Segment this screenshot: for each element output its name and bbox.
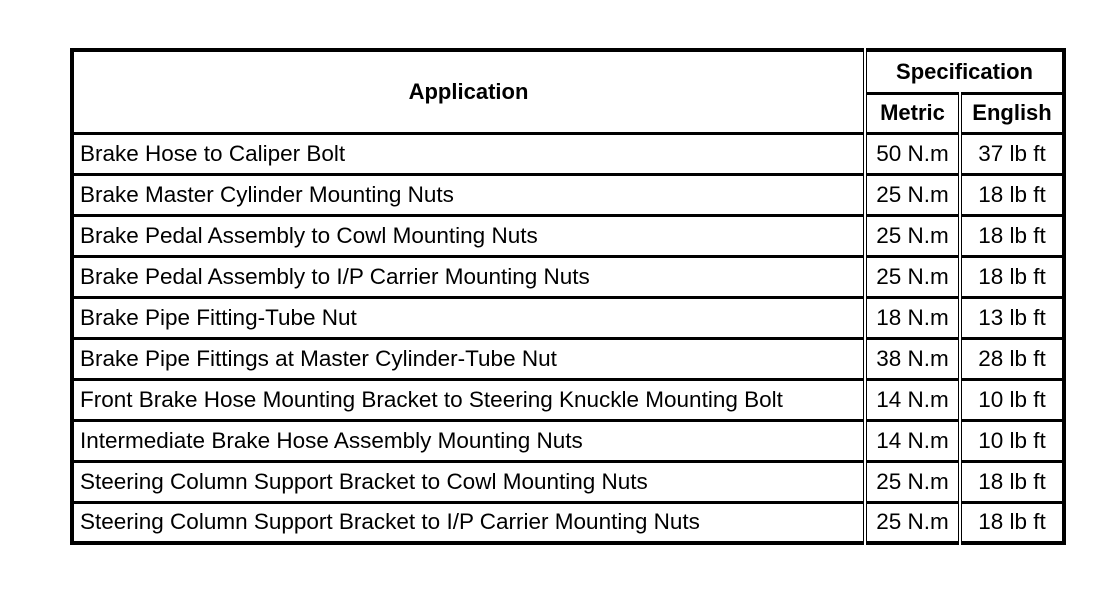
metric-cell: 25 N.m <box>865 502 960 543</box>
table-row <box>72 420 1064 461</box>
table-body <box>72 133 1064 543</box>
table-row <box>72 174 1064 215</box>
english-cell: 18 lb ft <box>978 509 1046 535</box>
english-cell: 13 lb ft <box>960 297 1064 338</box>
table-row <box>72 461 1064 502</box>
metric-cell: 14 N.m <box>865 379 960 420</box>
header-application: Application <box>72 50 865 133</box>
metric-cell: 50 N.m <box>865 133 960 174</box>
application-cell: Brake Pipe Fitting-Tube Nut <box>72 297 865 338</box>
fastener-spec-table <box>70 48 1066 545</box>
metric-cell: 14 N.m <box>865 420 960 461</box>
english-cell: 10 lb ft <box>960 379 1064 420</box>
header-english: English <box>960 93 1064 133</box>
application-cell: Front Brake Hose Mounting Bracket to Steering Knuckle Mounting Bolt <box>72 379 865 420</box>
english-cell: 18 lb ft <box>960 215 1064 256</box>
table-header <box>72 50 1064 133</box>
english-cell: 18 lb ft <box>960 461 1064 502</box>
application-cell: Steering Column Support Bracket to I/P Carrier Mounting Nuts <box>72 502 865 543</box>
table-row <box>72 215 1064 256</box>
english-cell: 18 lb ft <box>960 174 1064 215</box>
header-specification: Specification <box>865 50 1064 93</box>
application-cell: Brake Master Cylinder Mounting Nuts <box>72 174 865 215</box>
header-metric: Metric <box>865 93 960 133</box>
header-row-top <box>72 50 1064 93</box>
application-cell: Brake Pedal Assembly to Cowl Mounting Nuts <box>72 215 865 256</box>
table-row <box>72 379 1064 420</box>
application-cell: Brake Hose to Caliper Bolt <box>72 133 865 174</box>
metric-cell: 25 N.m <box>865 174 960 215</box>
table-row <box>72 338 1064 379</box>
application-cell: Intermediate Brake Hose Assembly Mounting Nuts <box>72 420 865 461</box>
application-cell: Steering Column Support Bracket to Cowl Mounting Nuts <box>72 461 865 502</box>
english-cell: 28 lb ft <box>960 338 1064 379</box>
metric-cell: 38 N.m <box>865 338 960 379</box>
metric-cell: 25 N.m <box>865 215 960 256</box>
application-cell: Brake Pipe Fittings at Master Cylinder-Tube Nut <box>72 338 865 379</box>
table-row <box>72 133 1064 174</box>
table-row <box>72 502 1064 543</box>
application-cell: Brake Pedal Assembly to I/P Carrier Mounting Nuts <box>72 256 865 297</box>
metric-cell: 18 N.m <box>865 297 960 338</box>
table-row <box>72 256 1064 297</box>
english-cell: 18 lb ft <box>960 256 1064 297</box>
english-cell: 10 lb ft <box>960 420 1064 461</box>
table-row <box>72 297 1064 338</box>
metric-cell: 25 N.m <box>865 461 960 502</box>
metric-cell: 25 N.m <box>865 256 960 297</box>
english-cell: 37 lb ft <box>960 133 1064 174</box>
